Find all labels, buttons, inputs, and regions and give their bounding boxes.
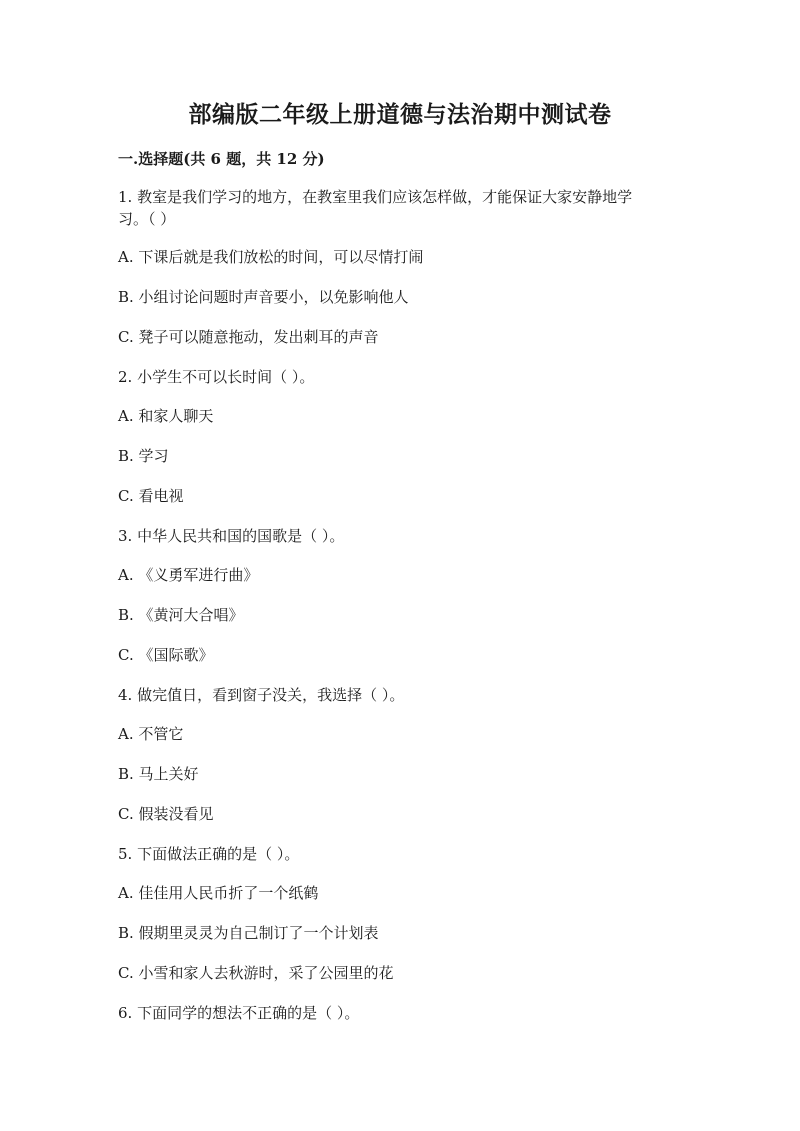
question-1-option-a: A. 下课后就是我们放松的时间，可以尽情打闹 <box>118 248 424 266</box>
question-1-option-c: C. 凳子可以随意拖动，发出刺耳的声音 <box>118 328 379 346</box>
question-3-option-a: A. 《义勇军进行曲》 <box>118 566 259 584</box>
question-4-option-b: B. 马上关好 <box>118 765 199 783</box>
question-5-option-c: C. 小雪和家人去秋游时，采了公园里的花 <box>118 964 394 982</box>
question-4-stem: 4. 做完值日，看到窗子没关，我选择（ ）。 <box>118 686 405 704</box>
question-2-option-b: B. 学习 <box>118 447 169 465</box>
question-3-stem: 3. 中华人民共和国的国歌是（ ）。 <box>118 527 345 545</box>
question-5-option-a: A. 佳佳用人民币折了一个纸鹤 <box>118 884 319 902</box>
question-3-option-b: B. 《黄河大合唱》 <box>118 606 244 624</box>
question-6-stem: 6. 下面同学的想法不正确的是（ ）。 <box>118 1004 360 1022</box>
question-4-option-a: A. 不管它 <box>118 725 184 743</box>
question-3-option-c: C. 《国际歌》 <box>118 646 214 664</box>
question-5-stem: 5. 下面做法正确的是（ ）。 <box>118 845 300 863</box>
question-2-stem: 2. 小学生不可以长时间（ ）。 <box>118 368 315 386</box>
page-title: 部编版二年级上册道德与法治期中测试卷 <box>188 101 612 128</box>
question-2-option-a: A. 和家人聊天 <box>118 407 214 425</box>
question-1-stem-line-2: 习。（ ） <box>118 210 176 228</box>
section-heading: 一.选择题(共 6 题，共 12 分) <box>118 150 325 168</box>
question-5-option-b: B. 假期里灵灵为自己制订了一个计划表 <box>118 924 379 942</box>
question-1-option-b: B. 小组讨论问题时声音要小，以免影响他人 <box>118 288 409 306</box>
question-4-option-c: C. 假装没看见 <box>118 805 214 823</box>
question-1-stem-line-1: 1. 教室是我们学习的地方，在教室里我们应该怎样做，才能保证大家安静地学 <box>118 188 633 206</box>
question-2-option-c: C. 看电视 <box>118 487 184 505</box>
